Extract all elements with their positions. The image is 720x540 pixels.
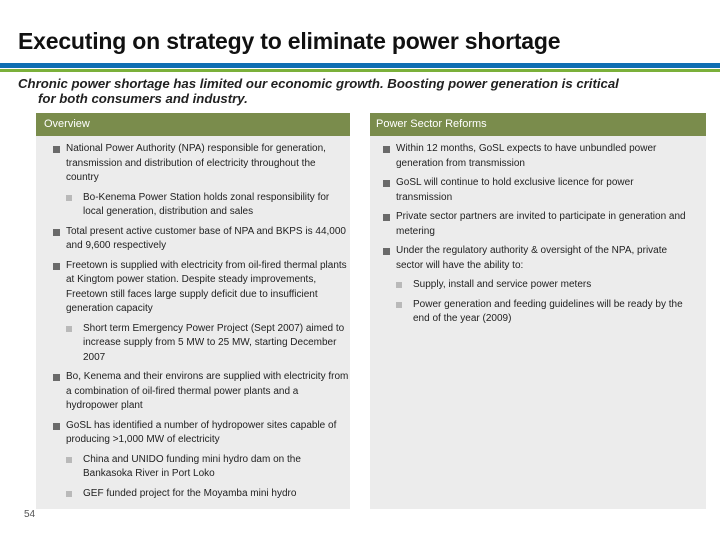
subtitle-line-1: Chronic power shortage has limited our economic growth. Boosting power generation is critical — [18, 76, 619, 91]
bullet-square-icon — [383, 214, 390, 221]
power-sector-reforms-panel — [370, 113, 706, 509]
list-item — [376, 210, 706, 239]
list-item-text: GoSL has identified a number of hydropower sites capable of producing >1,000 MW of electricity — [66, 419, 337, 445]
power-sector-reforms-body — [370, 136, 706, 327]
list-item-text: National Power Authority (NPA) responsible for generation, transmission and distribution of electricity throughout the country — [66, 143, 326, 183]
list-item — [46, 370, 350, 414]
list-item — [376, 244, 706, 327]
sub-bullet-square-icon — [396, 302, 402, 308]
sub-bullet-square-icon — [66, 326, 72, 332]
list-item-text: Private sector partners are invited to participate in generation and metering — [396, 211, 686, 237]
sub-list-item — [66, 453, 350, 482]
sub-list-item-text: China and UNIDO funding mini hydro dam on the Bankasoka River in Port Loko — [83, 453, 301, 479]
title-divider-green — [0, 69, 720, 72]
list-item-text: Freetown is supplied with electricity from oil-fired thermal plants at Kingtom power station. Despite steady improvements, Freetown still faces large supply deficit due to insufficient generation capacity — [66, 259, 347, 314]
list-item-text: GoSL will continue to hold exclusive licence for power transmission — [396, 177, 634, 203]
list-item — [46, 142, 350, 220]
reforms-list — [376, 142, 706, 327]
subtitle — [18, 76, 708, 106]
sub-list-item — [396, 278, 692, 293]
sub-list-item-text: Power generation and feeding guidelines will be ready by the end of the year (2009) — [413, 298, 683, 324]
bullet-square-icon — [53, 263, 60, 270]
sub-list-item-text: Bo-Kenema Power Station holds zonal responsibility for local generation, distribution and sales — [83, 191, 330, 217]
subtitle-line-2: for both consumers and industry. — [38, 91, 248, 106]
list-item — [46, 259, 350, 366]
sub-bullet-square-icon — [66, 491, 72, 497]
overview-body — [36, 136, 350, 501]
list-item-text: Bo, Kenema and their environs are supplied with electricity from a combination of oil-fired thermal power plants and a hydropower plant — [66, 371, 349, 411]
sub-bullet-square-icon — [396, 282, 402, 288]
overview-header: Overview — [36, 113, 350, 136]
bullet-square-icon — [383, 248, 390, 255]
list-item — [46, 419, 350, 502]
sub-bullet-square-icon — [66, 457, 72, 463]
sub-list-item — [396, 298, 692, 327]
bullet-square-icon — [383, 146, 390, 153]
sub-list-item-text: Supply, install and service power meters — [413, 279, 592, 290]
title-divider-blue — [0, 63, 720, 68]
overview-list — [46, 142, 350, 501]
bullet-square-icon — [53, 423, 60, 430]
bullet-square-icon — [53, 374, 60, 381]
bullet-square-icon — [53, 229, 60, 236]
list-item-text: Within 12 months, GoSL expects to have unbundled power generation from transmission — [396, 143, 657, 169]
power-sector-reforms-header: Power Sector Reforms — [370, 113, 706, 136]
sub-list-item — [66, 322, 350, 366]
sub-list-item — [66, 487, 350, 502]
sub-list-item — [66, 191, 350, 220]
sub-list-item-text: GEF funded project for the Moyamba mini hydro — [83, 487, 297, 499]
page-title: Executing on strategy to eliminate power shortage — [18, 28, 561, 54]
bullet-square-icon — [383, 180, 390, 187]
list-item — [46, 225, 350, 254]
list-item — [376, 142, 706, 171]
list-item-text: Total present active customer base of NPA and BKPS is 44,000 and 9,600 respectively — [66, 225, 346, 251]
overview-panel — [36, 113, 350, 509]
sub-list-item-text: Short term Emergency Power Project (Sept 2007) aimed to increase supply from 5 MW to 25 MW, starting December 2007 — [83, 322, 345, 363]
page-number: 54 — [24, 509, 36, 520]
list-item-text: Under the regulatory authority & oversight of the NPA, private sector will have the ability to: — [396, 245, 668, 271]
sub-bullet-square-icon — [66, 195, 72, 201]
bullet-square-icon — [53, 146, 60, 153]
list-item — [376, 176, 706, 205]
